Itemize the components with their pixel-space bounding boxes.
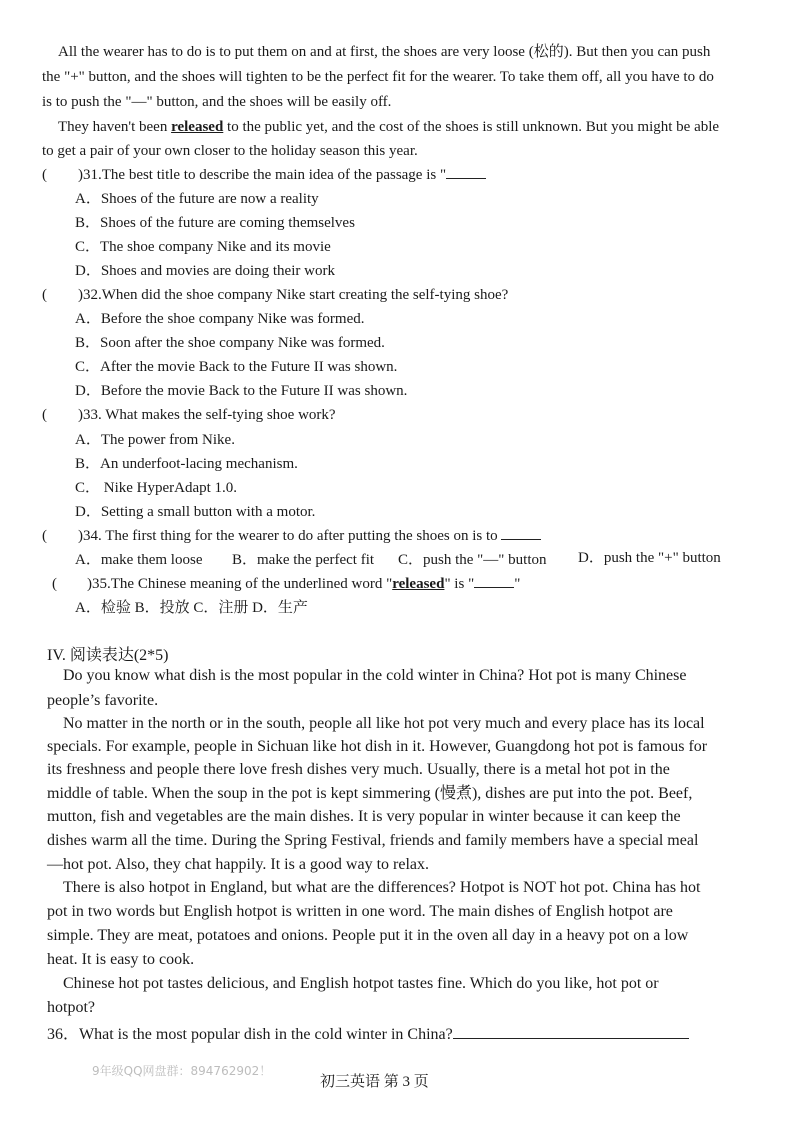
- watermark: 9年级QQ网盘群：894762902！: [92, 1064, 272, 1078]
- q34-stem: )34. The first thing for the wearer to do after putting the shoes on is to: [78, 524, 541, 548]
- s4-line-2: people’s favorite.: [47, 692, 159, 709]
- q36-answer-line[interactable]: [453, 1022, 689, 1039]
- q31-option-a[interactable]: A．Shoes of the future are now a reality: [75, 191, 319, 207]
- q32-option-c[interactable]: C．After the movie Back to the Future II was shown.: [75, 359, 398, 375]
- s4-line-6: middle of table. When the soup in the pot is kept simmering (慢煮), dishes are put into the pot. Beef,: [47, 785, 693, 802]
- para1-line3: is to push the "—" button, and the shoes will be easily off.: [42, 94, 392, 110]
- q35-stem: )35.The Chinese meaning of the underlined word "released" is " ": [87, 572, 520, 596]
- q32-stem: )32.When did the shoe company Nike start creating the self-tying shoe?: [78, 287, 509, 303]
- s4-line-10: There is also hotpot in England, but what are the differences? Hotpot is NOT hot pot. China has hot: [63, 879, 701, 896]
- q33-stem: )33. What makes the self-tying shoe work?: [78, 407, 336, 423]
- s4-line-7: mutton, fish and vegetables are the main dishes. It is very popular in winter because it can keep the: [47, 808, 681, 825]
- released-keyword: released: [171, 119, 224, 135]
- s4-line-3: No matter in the north or in the south, people all like hot pot very much and every place has its local: [63, 715, 705, 732]
- q34-blank[interactable]: [501, 525, 541, 540]
- q32-option-b[interactable]: B．Soon after the shoe company Nike was formed.: [75, 335, 385, 351]
- q33-option-c[interactable]: C． Nike HyperAdapt 1.0.: [75, 480, 238, 496]
- s4-line-5: its freshness and people there love fresh dishes very much. Usually, there is a metal hot pot in the: [47, 761, 670, 778]
- q31-blank[interactable]: [446, 164, 486, 179]
- s4-line-15: hotpot?: [47, 999, 95, 1016]
- q32-option-a[interactable]: A．Before the shoe company Nike was formed.: [75, 311, 365, 327]
- page-number: 初三英语 第 3 页: [320, 1074, 429, 1090]
- q34-option-d[interactable]: D．push the "+" button: [578, 550, 721, 566]
- q31-option-b[interactable]: B．Shoes of the future are coming themselves: [75, 215, 355, 231]
- q31-paren: (: [42, 167, 47, 183]
- s4-line-8: dishes warm all the time. During the Spring Festival, friends and family members have a special meal: [47, 832, 699, 849]
- s4-line-13: heat. It is easy to cook.: [47, 951, 195, 968]
- q34-option-a[interactable]: A．make them loose: [75, 552, 203, 568]
- para2-line2: to get a pair of your own closer to the holiday season this year.: [42, 143, 418, 159]
- q33-option-a[interactable]: A．The power from Nike.: [75, 432, 235, 448]
- q31-stem: )31.The best title to describe the main idea of the passage is ": [78, 163, 486, 187]
- q36-stem: 36．What is the most popular dish in the cold winter in China?: [47, 1022, 689, 1046]
- q35-keyword: released: [392, 576, 445, 592]
- q33-paren: (: [42, 407, 47, 423]
- q35-options[interactable]: A．检验 B．投放 C．注册 D．生产: [75, 600, 308, 616]
- q32-paren: (: [42, 287, 47, 303]
- q31-option-d[interactable]: D．Shoes and movies are doing their work: [75, 263, 335, 279]
- q33-option-d[interactable]: D．Setting a small button with a motor.: [75, 504, 316, 520]
- q32-option-d[interactable]: D．Before the movie Back to the Future II was shown.: [75, 383, 408, 399]
- q34-option-b[interactable]: B．make the perfect fit: [232, 552, 375, 568]
- para1-line1: All the wearer has to do is to put them on and at first, the shoes are very loose (松的). But then you can push: [58, 44, 711, 60]
- s4-line-4: specials. For example, people in Sichuan like hot dish in it. However, Guangdong hot pot is famous for: [47, 738, 708, 755]
- s4-line-9: —hot pot. Also, they chat happily. It is a good way to relax.: [47, 856, 430, 873]
- s4-line-14: Chinese hot pot tastes delicious, and English hotpot tastes fine. Which do you like, hot pot or: [63, 975, 659, 992]
- q35-paren: (: [52, 576, 57, 592]
- s4-line-1: Do you know what dish is the most popular in the cold winter in China? Hot pot is many Chinese: [63, 667, 687, 684]
- q34-option-c[interactable]: C．push the "—" button: [398, 552, 547, 568]
- s4-line-11: pot in two words but English hotpot is written in one word. The main dishes of English hotpot are: [47, 903, 673, 920]
- q33-option-b[interactable]: B．An underfoot-lacing mechanism.: [75, 456, 298, 472]
- para2-line1: They haven't been released to the public yet, and the cost of the shoes is still unknown. But you might be able: [58, 119, 720, 135]
- para1-line2: the "+" button, and the shoes will tighten to be the perfect fit for the wearer. To take them off, all you have to do: [42, 69, 714, 85]
- s4-line-12: simple. They are meat, potatoes and onions. People put it in the oven all day in a heavy pot on a low: [47, 927, 689, 944]
- q34-paren: (: [42, 528, 47, 544]
- q31-option-c[interactable]: C．The shoe company Nike and its movie: [75, 239, 331, 255]
- q35-blank[interactable]: [474, 573, 514, 588]
- section4-heading: IV. 阅读表达(2*5): [47, 647, 169, 664]
